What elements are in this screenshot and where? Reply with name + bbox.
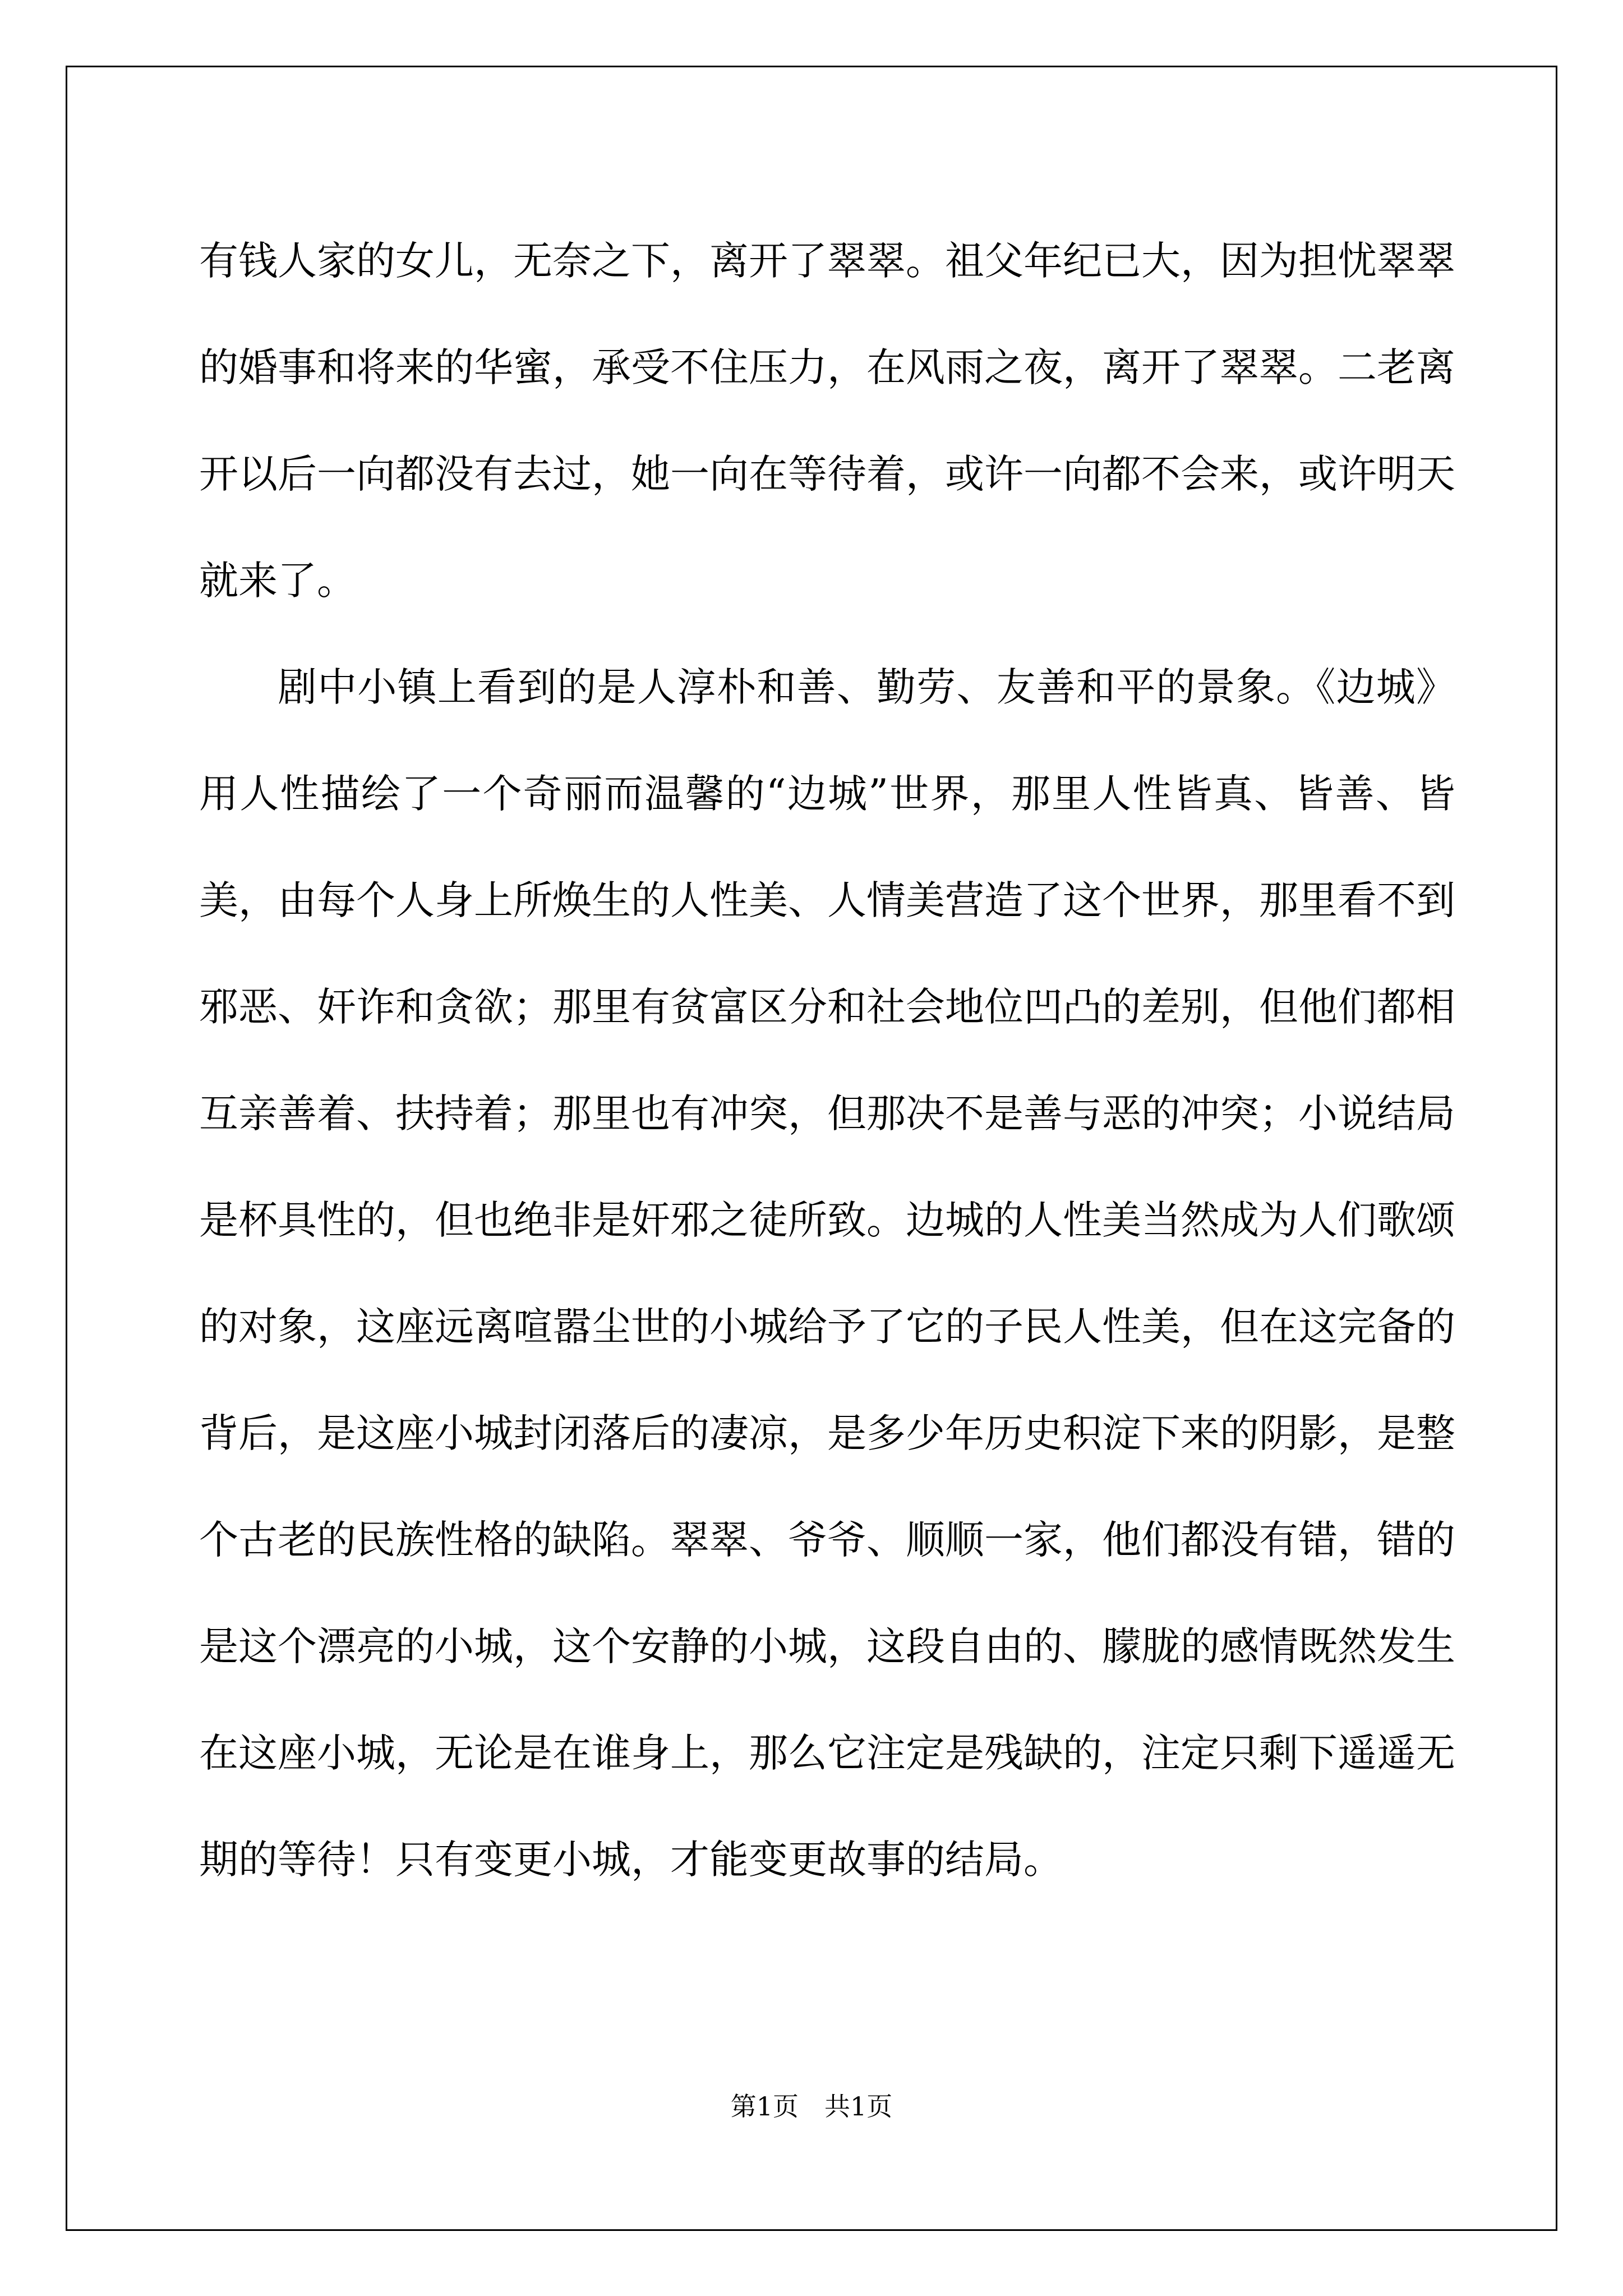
paragraph-2: 剧中小镇上看到的是人淳朴和善、勤劳、友善和平的景象。《边城》用人性描绘了一个奇丽而温馨的“边城”世界，那里人性皆真、皆善、皆美，由每个人身上所焕生的人性美、人情美营造了这个世界，那里看不到邪恶、奸诈和贪欲；那里有贫富区分和社会地位凹凸的差别，但他们都相互亲善着、扶持着；那里也有冲突，但那决不是善与恶的冲突；小说结局是杯具性的，但也绝非是奸邪之徒所致。边城的人性美当然成为人们歌颂的对象，这座远离喧嚣尘世的小城给予了它的子民人性美，但在这完备的背后，是这座小城封闭落后的凄凉，是多少年历史积淀下来的阴影，是整个古老的民族性格的缺陷。翠翠、爷爷、顺顺一家，他们都没有错，错的是这个漂亮的小城，这个安静的小城，这段自由的、朦胧的感情既然发生在这座小城，无论是在谁身上，那么它注定是残缺的，注定只剩下遥遥无期的等待！只有变更小城，才能变更故事的结局。 xyxy=(199,664,1455,1883)
page-number-footer: 第1页 共1页 xyxy=(730,2091,893,2122)
document-body xyxy=(199,208,1455,1913)
paragraph-1: 有钱人家的女儿，无奈之下，离开了翠翠。祖父年纪已大，因为担忧翠翠的婚事和将来的华蜜，承受不住压力，在风雨之夜，离开了翠翠。二老离开以后一向都没有去过，她一向在等待着，或许一向都不会来，或许明天就来了。 xyxy=(199,238,1455,604)
